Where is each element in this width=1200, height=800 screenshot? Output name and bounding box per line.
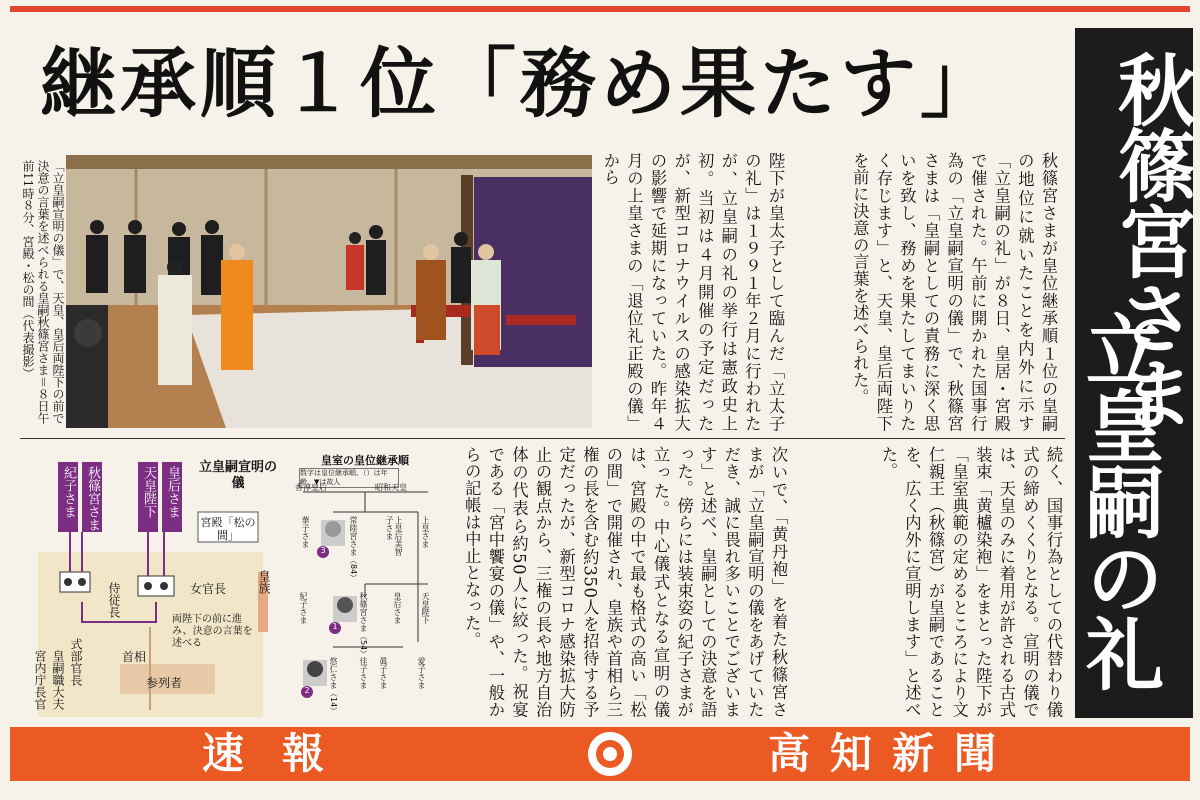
headline: 継承順１位「務め果たす」 [40, 39, 1000, 128]
person-kako: 佳子さま [359, 657, 368, 689]
label-kiko: 紀子さま [61, 466, 76, 518]
person-joko: 上皇さま [421, 516, 430, 548]
diagram-title: 立皇嗣宣明の儀 [198, 460, 277, 491]
label-akishino: 秋篠宮さま [85, 466, 100, 531]
label-kunaicho: 宮内庁長官 [33, 650, 47, 710]
footer-sokuho: 速報 [202, 729, 363, 778]
label-nyokancho: 女官長 [190, 582, 227, 596]
diagram-room: 宮殿「松の間」 [200, 516, 256, 542]
person-hitachi-age: （84） [349, 556, 358, 583]
succession-legend: 数字は皇位継承順、（）は年齢、▼は故人 [299, 468, 399, 488]
label-shikibu: 式部官長 [69, 638, 83, 686]
person-showa: 昭和天皇 [375, 483, 407, 492]
rank-2: 2 [304, 686, 310, 695]
article-col-d-e [445, 446, 790, 718]
person-kojun: 香淳皇后 [295, 483, 327, 492]
footer-paper-name: 高知新聞 [768, 729, 1017, 778]
label-shushou: 首相 [122, 650, 147, 664]
person-hisahito-age: （14） [329, 689, 338, 716]
side-title-line2: 立皇嗣の礼 [1073, 310, 1164, 690]
person-kogo: 皇后さま [393, 592, 402, 624]
article-col-c: 続く、国事行為としての代替わり儀式の締めくくりとなる。宣明の儀では、天皇のみに着用が許される古式装束「黄櫨染袍」をまとった陛下が「皇室典範の定めるところにより文仁親王（秋篠宮）が皇嗣であることを、広く内外に宣明します」と述べた。 [878, 446, 1063, 718]
label-kozoku: 皇族 [257, 570, 271, 594]
label-emperor: 天皇陛下 [141, 466, 156, 518]
ceremony-diagram [30, 452, 285, 717]
photo-caption: 「立皇嗣宣明の儀」で、天皇、皇后両陛下の前で決意の言葉を述べられる皇嗣秋篠宮さま＝８日午前11時８分、宮殿・松の間（代表撮影） [21, 160, 65, 425]
emblem-icon [585, 729, 635, 779]
footer-band [10, 727, 1190, 781]
person-akishino-age: （54） [359, 632, 368, 659]
label-jijucho: 侍従長 [107, 582, 121, 618]
person-hisahito [329, 657, 338, 715]
section-divider [20, 438, 1065, 439]
person-jokogo: 上皇后美智子さま [385, 516, 403, 556]
label-sanretsu: 参列者 [146, 676, 183, 690]
article-col-b: 陛下が皇太子として臨んだ「立太子の礼」は１９９１年２月に行われたが、立皇嗣の礼の挙行は憲政史上初。当初は４月開催の予定だったが、新型コロナウイルスの感染拡大の影響で延期になっていた。昨年４月の上皇さまの「退位礼正殿の儀」から [600, 152, 785, 432]
person-hanako: 華子さま [301, 516, 310, 548]
person-aiko: 愛子さま [417, 657, 426, 689]
person-hitachi [349, 516, 358, 582]
person-kiko: 紀子さま [299, 592, 308, 624]
succession-chart [293, 452, 438, 717]
article-col-a: 秋篠宮さまが皇位継承順１位の皇嗣の地位に就いたことを内外に示す「立皇嗣の礼」が８日、皇居・宮殿で催された。午前に開かれた国事行為の「立皇嗣宣明の儀」で、秋篠宮さまは「皇嗣としての責務に深く思いを致し、務めを果たしてまいりたく存じます」と、天皇、皇后両陛下を前に決意の言葉を述べられた。 [850, 152, 1058, 432]
person-tenno: 天皇陛下 [421, 592, 430, 624]
label-koushitsu: 皇嗣職大夫 [51, 650, 65, 710]
person-hitachi-name: 常陸宮さま [349, 516, 358, 556]
article-col-d: 次いで、「黄丹袍」を着た秋篠宮さまが「立皇嗣宣明の儀をあげていただき、誠に畏れ多いことでございます」と述べ、皇嗣としての決意を語った。傍らには装束姿の紀子さまが立った。 [651, 446, 788, 718]
label-empress: 皇后さま [165, 466, 180, 518]
person-mako: 眞子さま [379, 657, 388, 689]
rank-3: 3 [320, 546, 326, 555]
top-rule [10, 6, 1190, 12]
side-title-block [1073, 28, 1196, 718]
rank-1: 1 [332, 622, 338, 631]
person-akishino [359, 592, 368, 658]
label-note: 両陛下の前に進み、決意の言葉を述べる [172, 614, 253, 649]
ceremony-photo [66, 155, 592, 428]
person-akishino-name: 秋篠宮さま [359, 592, 368, 632]
person-hisahito-name: 悠仁さま [329, 657, 338, 689]
side-title-line1: 秋篠宮さま [1105, 50, 1196, 430]
succession-title: 皇室の皇位継承順 [321, 454, 409, 467]
article-col-e: 中心儀式となる宣明の儀は、宮殿の中で最も格式の高い「松の間」で開催され、皇族や首相ら三権の長を含む約350人を招待する予定だったが、新型コロナ感染拡大防止の観点から、三権の長や地方自治体の代表ら約50人に絞った。祝宴である「宮中饗宴の儀」や、一般からの記帳は中止となった。 [462, 446, 671, 718]
